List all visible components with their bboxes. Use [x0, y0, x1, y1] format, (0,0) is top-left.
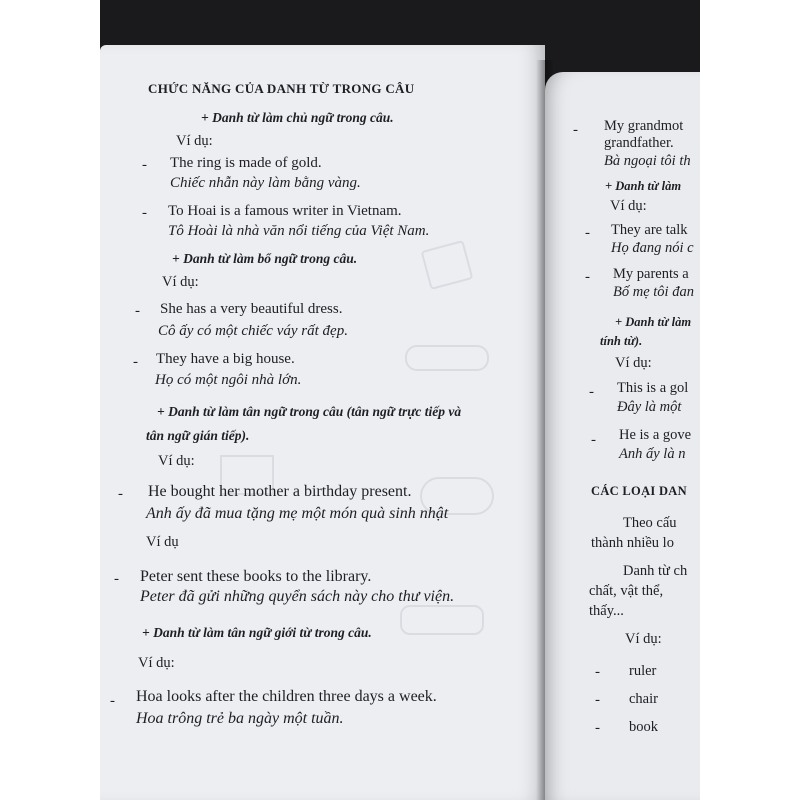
example-sentence-vi: Họ đang nói c [611, 240, 694, 256]
rule-prepositional-object: + Danh từ làm tân ngữ giới từ trong câu. [142, 625, 372, 640]
bullet-dash: - [585, 269, 590, 285]
bullet-dash: - [133, 354, 138, 370]
example-sentence-en: Peter sent these books to the library. [140, 568, 372, 585]
example-sentence-en: The ring is made of gold. [170, 155, 322, 171]
paragraph-line: chất, vật thể, [589, 583, 664, 599]
bullet-dash: - [110, 693, 115, 709]
example-label: Ví dụ [146, 534, 179, 550]
bullet-dash: - [595, 720, 600, 736]
rule-heading-continued: tính từ). [600, 334, 643, 348]
example-sentence-en: Hoa looks after the children three days a week. [136, 688, 437, 705]
bullet-dash: - [118, 486, 123, 502]
example-sentence-vi: Anh ấy đã mua tặng mẹ một món quà sinh nhật [146, 505, 449, 522]
example-label: Ví dụ: [176, 133, 213, 149]
section-heading: CHỨC NĂNG CỦA DANH TỪ TRONG CÂU [148, 81, 415, 96]
example-sentence-en: To Hoai is a famous writer in Vietnam. [168, 203, 402, 219]
example-sentence-vi: Peter đã gửi những quyển sách này cho thư viện. [140, 588, 455, 605]
show-through-plane-shape [405, 345, 489, 371]
bullet-dash: - [142, 157, 147, 173]
paragraph-line: thấy... [589, 603, 624, 619]
example-label: Ví dụ: [138, 655, 175, 671]
bullet-dash: - [573, 122, 578, 138]
list-item: chair [629, 691, 658, 707]
bullet-dash: - [142, 205, 147, 221]
bullet-dash: - [585, 225, 590, 241]
example-sentence-vi: Tô Hoài là nhà văn nổi tiếng của Việt Nam. [168, 223, 430, 239]
example-label: Ví dụ: [615, 355, 652, 371]
example-sentence-en: My grandmot [604, 118, 684, 134]
show-through-book-shape [421, 240, 474, 290]
rule-subject: + Danh từ làm chủ ngữ trong câu. [201, 110, 394, 125]
rule-heading: + Danh từ làm [605, 179, 682, 193]
example-sentence-en: He is a gove [619, 427, 692, 443]
rule-complement: + Danh từ làm bổ ngữ trong câu. [172, 251, 358, 266]
bullet-dash: - [595, 692, 600, 708]
example-sentence-en-continued: grandfather. [604, 135, 674, 151]
example-sentence-vi: Đây là một [617, 399, 682, 415]
show-through-car-shape [400, 605, 484, 635]
rule-object: + Danh từ làm tân ngữ trong câu (tân ngữ trực tiếp và [157, 404, 462, 419]
rule-object-continued: tân ngữ gián tiếp). [146, 428, 250, 443]
example-sentence-en: She has a very beautiful dress. [160, 301, 343, 317]
example-sentence-vi: Họ có một ngôi nhà lớn. [155, 372, 302, 388]
example-sentence-vi: Anh ấy là n [619, 446, 686, 462]
rule-heading: + Danh từ làm [615, 315, 692, 329]
example-label: Ví dụ: [158, 453, 195, 469]
bullet-dash: - [135, 303, 140, 319]
left-page [100, 45, 545, 800]
example-sentence-en: They are talk [611, 222, 688, 238]
paragraph-line: thành nhiều lo [591, 535, 674, 551]
list-item: book [629, 719, 658, 735]
example-sentence-vi: Cô ấy có một chiếc váy rất đẹp. [158, 323, 348, 339]
bullet-dash: - [595, 664, 600, 680]
example-sentence-vi: Bố mẹ tôi đan [613, 284, 694, 300]
list-item: ruler [629, 663, 657, 679]
bullet-dash: - [589, 384, 594, 400]
paragraph-line: Danh từ ch [623, 563, 688, 579]
section-heading: CÁC LOẠI DAN [591, 484, 687, 498]
right-page [545, 72, 700, 800]
example-sentence-vi: Hoa trông trẻ ba ngày một tuần. [136, 710, 344, 727]
example-label: Ví dụ: [162, 274, 199, 290]
bullet-dash: - [591, 432, 596, 448]
example-sentence-vi: Bà ngoại tôi th [604, 153, 691, 169]
example-label: Ví dụ: [610, 198, 647, 214]
bullet-dash: - [114, 571, 119, 587]
example-sentence-en: This is a gol [617, 380, 689, 396]
example-sentence-en: My parents a [613, 266, 689, 282]
example-label: Ví dụ: [625, 631, 662, 647]
example-sentence-en: They have a big house. [156, 351, 295, 367]
paragraph-line: Theo cấu [623, 515, 677, 531]
example-sentence-en: He bought her mother a birthday present. [148, 483, 412, 500]
example-sentence-vi: Chiếc nhẫn này làm bằng vàng. [170, 175, 361, 191]
